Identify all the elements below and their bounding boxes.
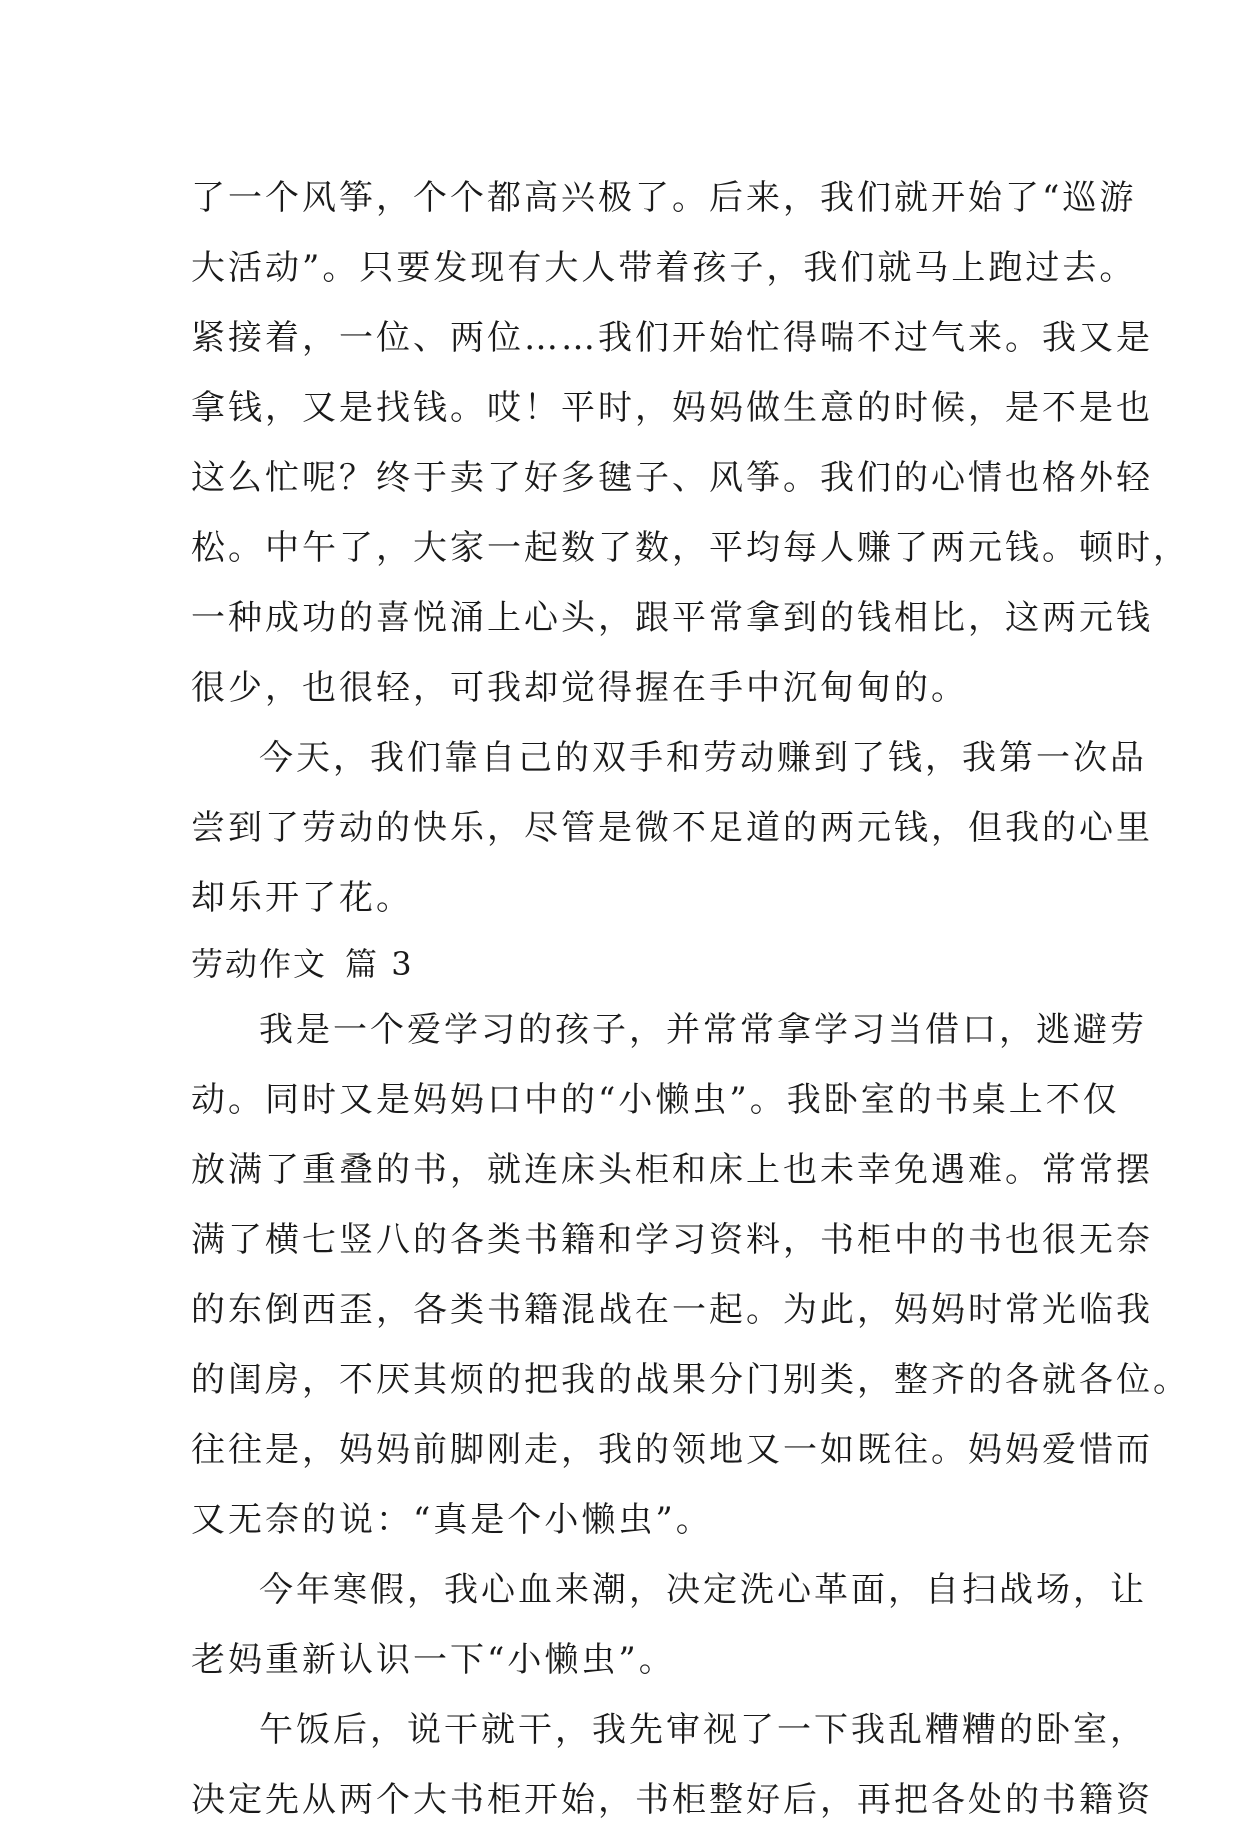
text-line: 往往是，妈妈前脚刚走，我的领地又一如既往。妈妈爱惜而 <box>191 1430 1153 1470</box>
section-title: 劳动作文 <box>191 945 328 983</box>
text-line: 了一个风筝，个个都高兴极了。后来，我们就开始了“巡游 <box>191 178 1137 218</box>
paragraph-winter-vacation <box>191 1555 1147 1695</box>
section-number: 篇 3 <box>345 945 414 983</box>
paragraph-after-lunch <box>191 1695 1153 1835</box>
text-line: 决定先从两个大书柜开始，书柜整好后，再把各处的书籍资 <box>191 1780 1153 1820</box>
text-line: 老妈重新认识一下“小懒虫”。 <box>191 1640 676 1680</box>
document-body <box>191 163 1190 1835</box>
text-line: 尝到了劳动的快乐，尽管是微不足道的两元钱，但我的心里 <box>191 808 1153 848</box>
text-line: 一种成功的喜悦涌上心头，跟平常拿到的钱相比，这两元钱 <box>191 598 1153 638</box>
text-line: 紧接着，一位、两位……我们开始忙得喘不过气来。我又是 <box>191 318 1153 358</box>
text-line: 放满了重叠的书，就连床头柜和床上也未幸免遇难。常常摆 <box>191 1150 1153 1190</box>
text-line: 却乐开了花。 <box>191 878 413 918</box>
text-line: 的闺房，不厌其烦的把我的战果分门别类，整齐的各就各位。 <box>191 1360 1190 1400</box>
text-line: 拿钱，又是找钱。哎！平时，妈妈做生意的时候，是不是也 <box>191 388 1153 428</box>
text-line: 又无奈的说：“真是个小懒虫”。 <box>191 1500 713 1540</box>
text-line: 我是一个爱学习的孩子，并常常拿学习当借口，逃避劳 <box>259 1010 1147 1050</box>
paragraph-selling-kites <box>191 163 1190 723</box>
text-line: 今年寒假，我心血来潮，决定洗心革面，自扫战场，让 <box>259 1570 1147 1610</box>
text-line: 这么忙呢？终于卖了好多毽子、风筝。我们的心情也格外轻 <box>191 458 1153 498</box>
text-line: 午饭后，说干就干，我先审视了一下我乱糟糟的卧室， <box>259 1710 1147 1750</box>
paragraph-conclusion <box>191 723 1153 933</box>
text-line: 满了横七竖八的各类书籍和学习资料，书柜中的书也很无奈 <box>191 1220 1153 1260</box>
section-heading <box>191 933 1051 995</box>
text-line: 今天，我们靠自己的双手和劳动赚到了钱，我第一次品 <box>259 738 1147 778</box>
text-line: 动。同时又是妈妈口中的“小懒虫”。我卧室的书桌上不仅 <box>191 1080 1120 1120</box>
text-line: 的东倒西歪，各类书籍混战在一起。为此，妈妈时常光临我 <box>191 1290 1153 1330</box>
text-line: 松。中午了，大家一起数了数，平均每人赚了两元钱。顿时， <box>191 528 1190 568</box>
text-line: 很少，也很轻，可我却觉得握在手中沉甸甸的。 <box>191 668 968 708</box>
paragraph-lazy-bug <box>191 995 1190 1555</box>
text-line: 大活动”。只要发现有大人带着孩子，我们就马上跑过去。 <box>191 248 1137 288</box>
